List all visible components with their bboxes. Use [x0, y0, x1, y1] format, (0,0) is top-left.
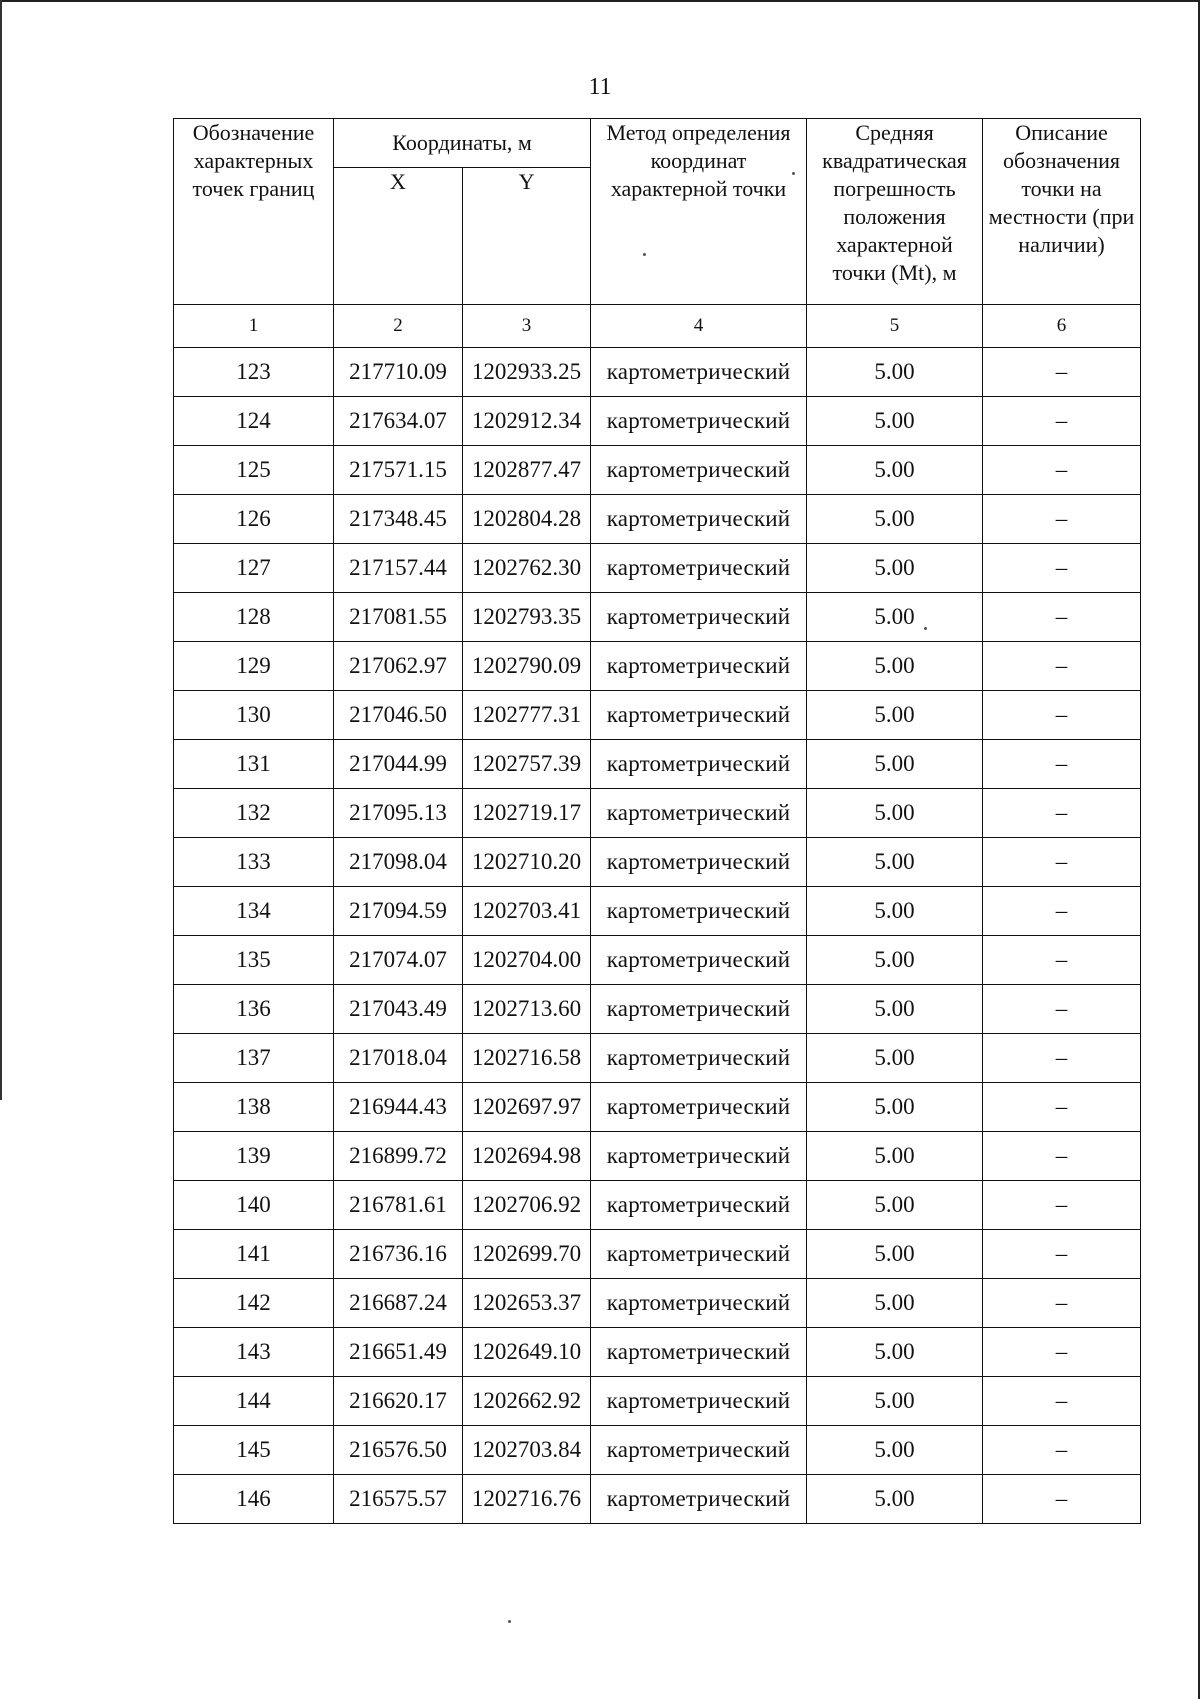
- cell-error: 5.00: [807, 1279, 983, 1328]
- column-number: 4: [591, 305, 807, 348]
- table-row: [174, 1083, 1141, 1132]
- cell-error: 5.00: [807, 1132, 983, 1181]
- table-row: [174, 838, 1141, 887]
- cell-error: 5.00: [807, 789, 983, 838]
- cell-description: –: [983, 544, 1141, 593]
- cell-method: картометрический: [591, 642, 807, 691]
- table-row: [174, 642, 1141, 691]
- cell-y: 1202710.20: [463, 838, 591, 887]
- cell-y: 1202793.35: [463, 593, 591, 642]
- cell-point: 126: [174, 495, 334, 544]
- column-number: 5: [807, 305, 983, 348]
- cell-point: 143: [174, 1328, 334, 1377]
- cell-point: 129: [174, 642, 334, 691]
- cell-description: –: [983, 348, 1141, 397]
- cell-description: –: [983, 1377, 1141, 1426]
- cell-point: 146: [174, 1475, 334, 1524]
- cell-x: 217046.50: [334, 691, 463, 740]
- coordinates-table: [173, 118, 1141, 1524]
- cell-point: 138: [174, 1083, 334, 1132]
- cell-description: –: [983, 936, 1141, 985]
- cell-point: 135: [174, 936, 334, 985]
- cell-error: 5.00: [807, 495, 983, 544]
- cell-y: 1202719.17: [463, 789, 591, 838]
- scan-artifact-dot: [508, 1620, 511, 1623]
- cell-point: 131: [174, 740, 334, 789]
- cell-method: картометрический: [591, 544, 807, 593]
- table-row: [174, 691, 1141, 740]
- cell-method: картометрический: [591, 838, 807, 887]
- cell-x: 216651.49: [334, 1328, 463, 1377]
- table-row: [174, 1426, 1141, 1475]
- cell-point: 128: [174, 593, 334, 642]
- cell-method: картометрический: [591, 495, 807, 544]
- cell-method: картометрический: [591, 936, 807, 985]
- table-row: [174, 1230, 1141, 1279]
- cell-point: 136: [174, 985, 334, 1034]
- cell-method: картометрический: [591, 740, 807, 789]
- cell-point: 140: [174, 1181, 334, 1230]
- column-number: 3: [463, 305, 591, 348]
- cell-error: 5.00: [807, 446, 983, 495]
- cell-y: 1202877.47: [463, 446, 591, 495]
- table-row: [174, 495, 1141, 544]
- cell-description: –: [983, 1181, 1141, 1230]
- cell-x: 216736.16: [334, 1230, 463, 1279]
- cell-x: 216899.72: [334, 1132, 463, 1181]
- cell-description: –: [983, 397, 1141, 446]
- cell-point: 125: [174, 446, 334, 495]
- cell-error: 5.00: [807, 642, 983, 691]
- cell-method: картометрический: [591, 1328, 807, 1377]
- table-row: [174, 446, 1141, 495]
- cell-y: 1202703.84: [463, 1426, 591, 1475]
- table-row: [174, 1328, 1141, 1377]
- cell-error: 5.00: [807, 1181, 983, 1230]
- cell-description: –: [983, 740, 1141, 789]
- cell-method: картометрический: [591, 691, 807, 740]
- cell-x: 217157.44: [334, 544, 463, 593]
- cell-y: 1202912.34: [463, 397, 591, 446]
- cell-method: картометрический: [591, 397, 807, 446]
- cell-error: 5.00: [807, 544, 983, 593]
- cell-error: 5.00: [807, 1475, 983, 1524]
- cell-error: 5.00: [807, 1426, 983, 1475]
- cell-error: 5.00: [807, 1230, 983, 1279]
- table-row: [174, 789, 1141, 838]
- scan-artifact-dot: [924, 627, 927, 630]
- cell-method: картометрический: [591, 1181, 807, 1230]
- cell-point: 137: [174, 1034, 334, 1083]
- table-row: [174, 397, 1141, 446]
- cell-method: картометрический: [591, 593, 807, 642]
- cell-x: 217044.99: [334, 740, 463, 789]
- header-coordinates: Координаты, м: [334, 119, 591, 168]
- cell-x: 216687.24: [334, 1279, 463, 1328]
- header-description: Описание обозначения точки на местности (при наличии): [983, 119, 1141, 305]
- header-y: Y: [463, 168, 591, 305]
- cell-x: 217094.59: [334, 887, 463, 936]
- header-x: X: [334, 168, 463, 305]
- table-row: [174, 936, 1141, 985]
- cell-x: 217098.04: [334, 838, 463, 887]
- cell-point: 130: [174, 691, 334, 740]
- cell-point: 133: [174, 838, 334, 887]
- cell-description: –: [983, 1475, 1141, 1524]
- cell-y: 1202804.28: [463, 495, 591, 544]
- cell-method: картометрический: [591, 1377, 807, 1426]
- cell-x: 217571.15: [334, 446, 463, 495]
- cell-method: картометрический: [591, 1279, 807, 1328]
- cell-x: 217062.97: [334, 642, 463, 691]
- cell-x: 217043.49: [334, 985, 463, 1034]
- cell-error: 5.00: [807, 985, 983, 1034]
- cell-method: картометрический: [591, 446, 807, 495]
- cell-y: 1202757.39: [463, 740, 591, 789]
- cell-y: 1202694.98: [463, 1132, 591, 1181]
- cell-error: 5.00: [807, 691, 983, 740]
- cell-description: –: [983, 1132, 1141, 1181]
- page-number: 11: [588, 74, 612, 100]
- cell-point: 142: [174, 1279, 334, 1328]
- cell-description: –: [983, 446, 1141, 495]
- header-method: Метод определения координат характерной точки: [591, 119, 807, 305]
- cell-y: 1202790.09: [463, 642, 591, 691]
- cell-x: 216620.17: [334, 1377, 463, 1426]
- cell-y: 1202706.92: [463, 1181, 591, 1230]
- cell-y: 1202716.76: [463, 1475, 591, 1524]
- cell-description: –: [983, 593, 1141, 642]
- cell-description: –: [983, 985, 1141, 1034]
- cell-point: 134: [174, 887, 334, 936]
- cell-method: картометрический: [591, 1132, 807, 1181]
- cell-y: 1202704.00: [463, 936, 591, 985]
- cell-point: 141: [174, 1230, 334, 1279]
- cell-error: 5.00: [807, 887, 983, 936]
- cell-description: –: [983, 1426, 1141, 1475]
- cell-method: картометрический: [591, 789, 807, 838]
- cell-x: 217710.09: [334, 348, 463, 397]
- cell-x: 216575.57: [334, 1475, 463, 1524]
- cell-y: 1202777.31: [463, 691, 591, 740]
- table-row: [174, 1034, 1141, 1083]
- cell-description: –: [983, 1083, 1141, 1132]
- scan-edge-top: [0, 0, 1200, 2]
- cell-point: 123: [174, 348, 334, 397]
- cell-y: 1202699.70: [463, 1230, 591, 1279]
- cell-point: 132: [174, 789, 334, 838]
- cell-x: 216944.43: [334, 1083, 463, 1132]
- cell-x: 217081.55: [334, 593, 463, 642]
- table-row: [174, 348, 1141, 397]
- cell-description: –: [983, 1230, 1141, 1279]
- table-row: [174, 985, 1141, 1034]
- cell-description: –: [983, 642, 1141, 691]
- cell-method: картометрический: [591, 1426, 807, 1475]
- cell-method: картометрический: [591, 348, 807, 397]
- cell-x: 216576.50: [334, 1426, 463, 1475]
- table-body: [174, 348, 1141, 1524]
- cell-x: 217074.07: [334, 936, 463, 985]
- cell-point: 124: [174, 397, 334, 446]
- cell-method: картометрический: [591, 1475, 807, 1524]
- table-row: [174, 1132, 1141, 1181]
- column-number: 6: [983, 305, 1141, 348]
- cell-description: –: [983, 887, 1141, 936]
- scan-artifact-dot: [792, 172, 795, 175]
- cell-x: 217018.04: [334, 1034, 463, 1083]
- table-row: [174, 1475, 1141, 1524]
- cell-point: 145: [174, 1426, 334, 1475]
- table-header: [174, 119, 1141, 348]
- cell-y: 1202713.60: [463, 985, 591, 1034]
- cell-x: 216781.61: [334, 1181, 463, 1230]
- cell-y: 1202716.58: [463, 1034, 591, 1083]
- cell-y: 1202649.10: [463, 1328, 591, 1377]
- header-error: Средняя квадратическая погрешность положения характерной точки (Mt), м: [807, 119, 983, 305]
- table-row: [174, 544, 1141, 593]
- cell-error: 5.00: [807, 1328, 983, 1377]
- cell-point: 127: [174, 544, 334, 593]
- cell-x: 217348.45: [334, 495, 463, 544]
- cell-method: картометрический: [591, 1230, 807, 1279]
- cell-point: 139: [174, 1132, 334, 1181]
- cell-error: 5.00: [807, 740, 983, 789]
- scan-artifact-dot: [643, 253, 646, 256]
- table-row: [174, 740, 1141, 789]
- cell-description: –: [983, 838, 1141, 887]
- column-number-row: [174, 305, 1141, 348]
- scan-edge-left: [0, 0, 2, 1100]
- table-row: [174, 887, 1141, 936]
- cell-method: картометрический: [591, 1083, 807, 1132]
- table-row: [174, 593, 1141, 642]
- cell-x: 217095.13: [334, 789, 463, 838]
- column-number: 1: [174, 305, 334, 348]
- cell-method: картометрический: [591, 1034, 807, 1083]
- table-row: [174, 1279, 1141, 1328]
- cell-description: –: [983, 691, 1141, 740]
- table-row: [174, 1181, 1141, 1230]
- cell-y: 1202697.97: [463, 1083, 591, 1132]
- cell-y: 1202703.41: [463, 887, 591, 936]
- cell-description: –: [983, 789, 1141, 838]
- cell-error: 5.00: [807, 1083, 983, 1132]
- table-row: [174, 1377, 1141, 1426]
- cell-y: 1202653.37: [463, 1279, 591, 1328]
- cell-y: 1202662.92: [463, 1377, 591, 1426]
- cell-error: 5.00: [807, 936, 983, 985]
- cell-error: 5.00: [807, 1377, 983, 1426]
- cell-error: 5.00: [807, 1034, 983, 1083]
- cell-y: 1202762.30: [463, 544, 591, 593]
- cell-point: 144: [174, 1377, 334, 1426]
- cell-y: 1202933.25: [463, 348, 591, 397]
- cell-description: –: [983, 1328, 1141, 1377]
- cell-error: 5.00: [807, 348, 983, 397]
- cell-error: 5.00: [807, 838, 983, 887]
- cell-method: картометрический: [591, 887, 807, 936]
- cell-x: 217634.07: [334, 397, 463, 446]
- column-number: 2: [334, 305, 463, 348]
- header-point-designation: Обозначение характерных точек границ: [174, 119, 334, 305]
- cell-error: 5.00: [807, 593, 983, 642]
- cell-description: –: [983, 495, 1141, 544]
- cell-description: –: [983, 1034, 1141, 1083]
- cell-description: –: [983, 1279, 1141, 1328]
- cell-method: картометрический: [591, 985, 807, 1034]
- cell-error: 5.00: [807, 397, 983, 446]
